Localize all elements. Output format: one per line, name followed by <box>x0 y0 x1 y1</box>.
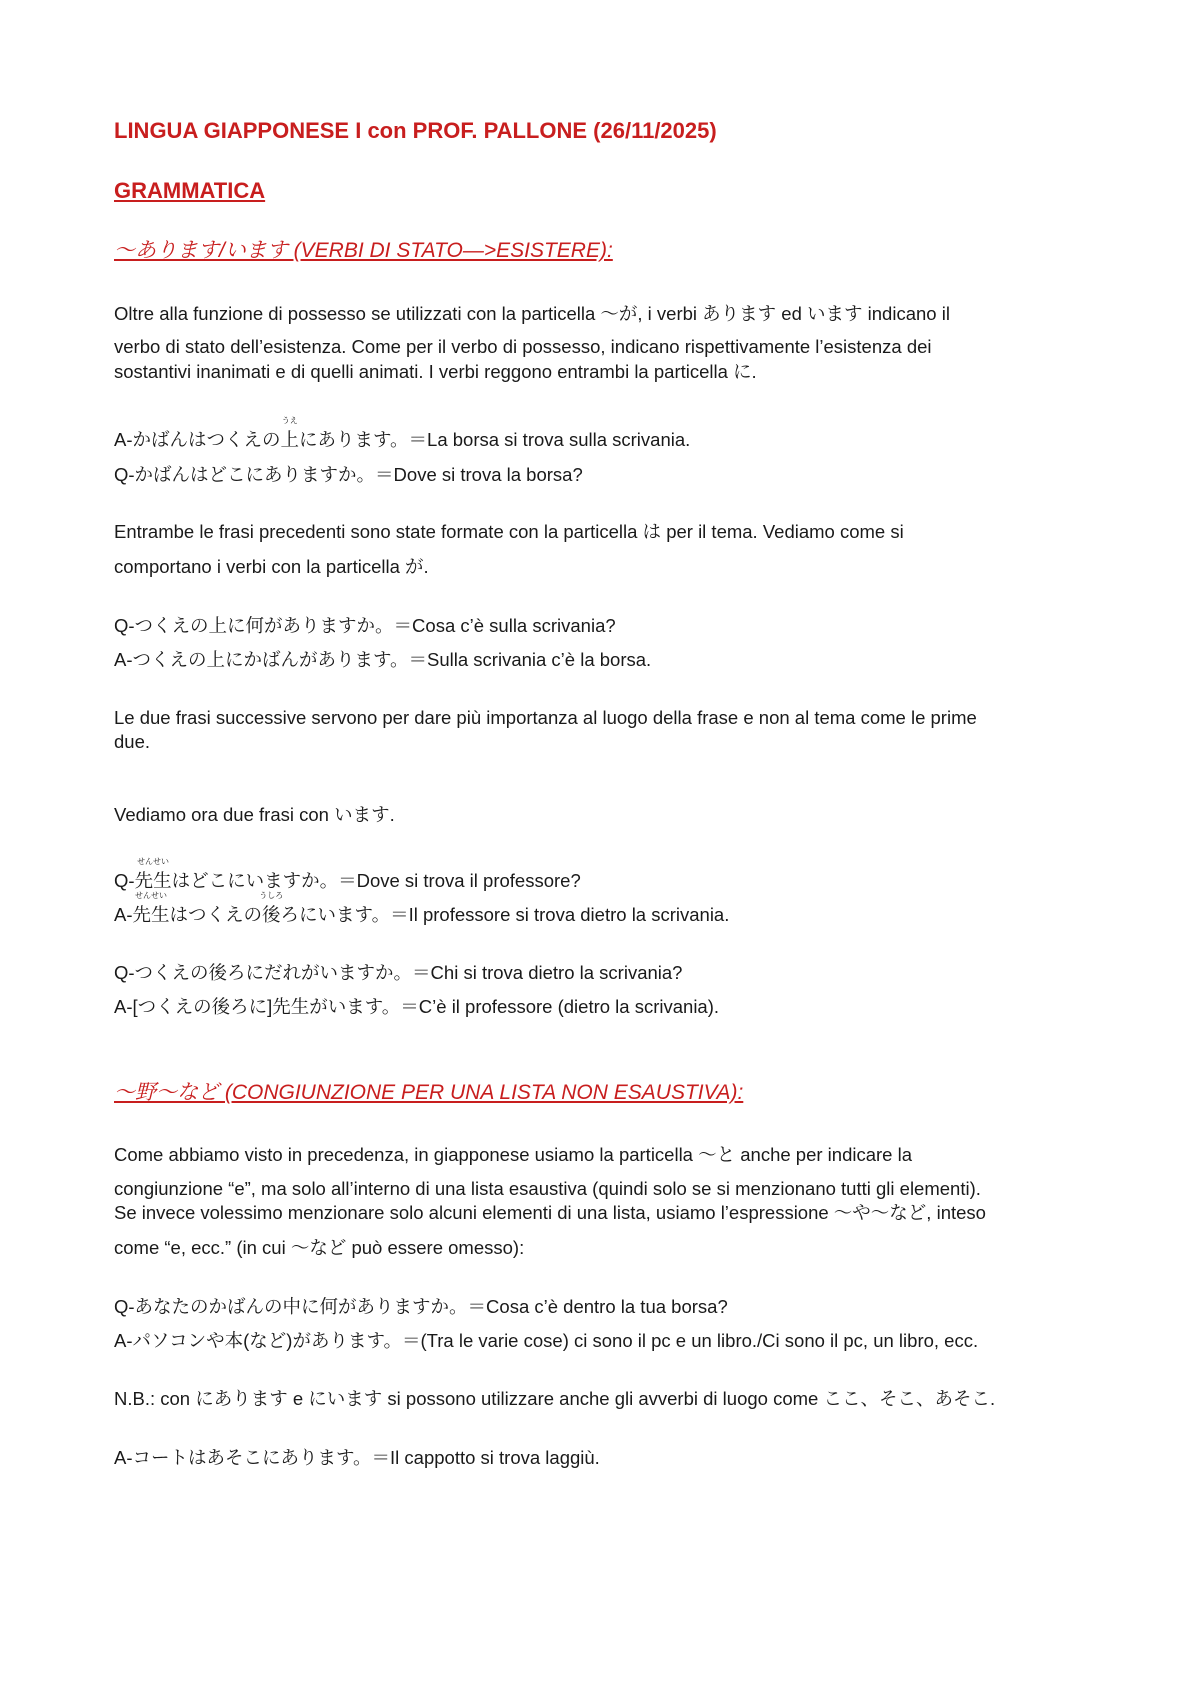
ruby-kanji <box>280 416 300 451</box>
example-answer: A-つくえの上にかばんがあります。＝Sulla scrivania c’è la borsa. <box>114 649 652 670</box>
example-text: A- <box>114 904 133 925</box>
kanji: 先生 <box>134 870 172 891</box>
document-title: LINGUA GIAPPONESE I con PROF. PALLONE (26/11/2025) <box>114 118 717 143</box>
paragraph-line: Le due frasi successive servono per dare più importanza al luogo della frase e non al tema come le prime <box>114 707 977 728</box>
paragraph-line: due. <box>114 731 151 752</box>
paragraph-line: sostantivi inanimati e di quelli animati. I verbi reggono entrambi la particella に. <box>114 361 757 382</box>
example-text: Q- <box>114 870 135 891</box>
section-heading-grammatica: GRAMMATICA <box>114 178 266 203</box>
example-answer: A-パソコンや本(など)があります。＝(Tra le varie cose) ci sono il pc e un libro./Ci sono il pc, un libro, ecc. <box>114 1330 979 1351</box>
example-answer <box>114 891 730 926</box>
furigana: せんせい <box>137 857 170 866</box>
paragraph-line: Come abbiamo visto in precedenza, in giapponese usiamo la particella 〜と anche per indicare la <box>114 1144 913 1165</box>
example-question: Q-あなたのかばんの中に何がありますか。＝Cosa c’è dentro la tua borsa? <box>114 1296 728 1317</box>
paragraph-line: come “e, ecc.” (in cui 〜など può essere omesso): <box>114 1237 525 1258</box>
example-text: A-かばんはつくえの <box>114 429 281 450</box>
kanji: 先生 <box>132 904 170 925</box>
kanji: 後 <box>262 904 281 925</box>
ruby-kanji <box>134 857 172 892</box>
example-text: はつくえの <box>169 904 263 925</box>
example-answer: A-[つくえの後ろに]先生がいます。＝C’è il professore (dietro la scrivania). <box>114 996 720 1017</box>
ruby-kanji <box>259 891 284 926</box>
paragraph-line: Oltre alla funzione di possesso se utilizzati con la particella 〜が, i verbi あります ed います indicano il <box>114 303 950 324</box>
kanji: 上 <box>280 429 300 450</box>
example-answer: A-コートはあそこにあります。＝Il cappotto si trova laggiù. <box>114 1447 600 1468</box>
note-nb: N.B.: con にあります e にいます si possono utilizzare anche gli avverbi di luogo come ここ、そこ、あそこ. <box>114 1388 996 1409</box>
ruby-kanji <box>132 891 170 926</box>
subheading-arimasu-imasu: 〜あります/います (VERBI DI STATO—>ESISTERE): <box>114 239 613 262</box>
example-text: にあります。＝La borsa si trova sulla scrivania. <box>299 429 691 450</box>
paragraph-line: comportano i verbi con la particella が. <box>114 556 429 577</box>
subheading-ya-nado: 〜野〜など (CONGIUNZIONE PER UNA LISTA NON ESAUSTIVA): <box>114 1081 744 1104</box>
example-question: Q-つくえの後ろにだれがいますか。＝Chi si trova dietro la scrivania? <box>114 962 683 983</box>
example-question: Q-つくえの上に何がありますか。＝Cosa c’è sulla scrivania? <box>114 615 616 636</box>
paragraph-line: Entrambe le frasi precedenti sono state formate con la particella は per il tema. Vediamo come si <box>114 521 904 542</box>
paragraph-line: Se invece volessimo menzionare solo alcuni elementi di una lista, usiamo l’espressione 〜や〜など, inteso <box>114 1202 986 1223</box>
paragraph-line: verbo di stato dell’esistenza. Come per il verbo di possesso, indicano rispettivamente l’esistenza dei <box>114 336 932 357</box>
paragraph-line: Vediamo ora due frasi con います. <box>114 804 395 825</box>
furigana: うえ <box>281 416 298 425</box>
example-text: ろにいます。＝Il professore si trova dietro la scrivania. <box>280 904 730 925</box>
example-question: Q-かばんはどこにありますか。＝Dove si trova la borsa? <box>114 464 583 485</box>
furigana: うしろ <box>259 891 284 900</box>
example-text: はどこにいますか。＝Dove si trova il professore? <box>171 870 581 891</box>
paragraph-line: congiunzione “e”, ma solo all’interno di una lista esaustiva (quindi solo se si menzionano tutti gli elementi). <box>114 1178 981 1199</box>
example-question <box>114 857 581 892</box>
example-answer <box>114 416 691 451</box>
furigana: せんせい <box>135 891 167 900</box>
